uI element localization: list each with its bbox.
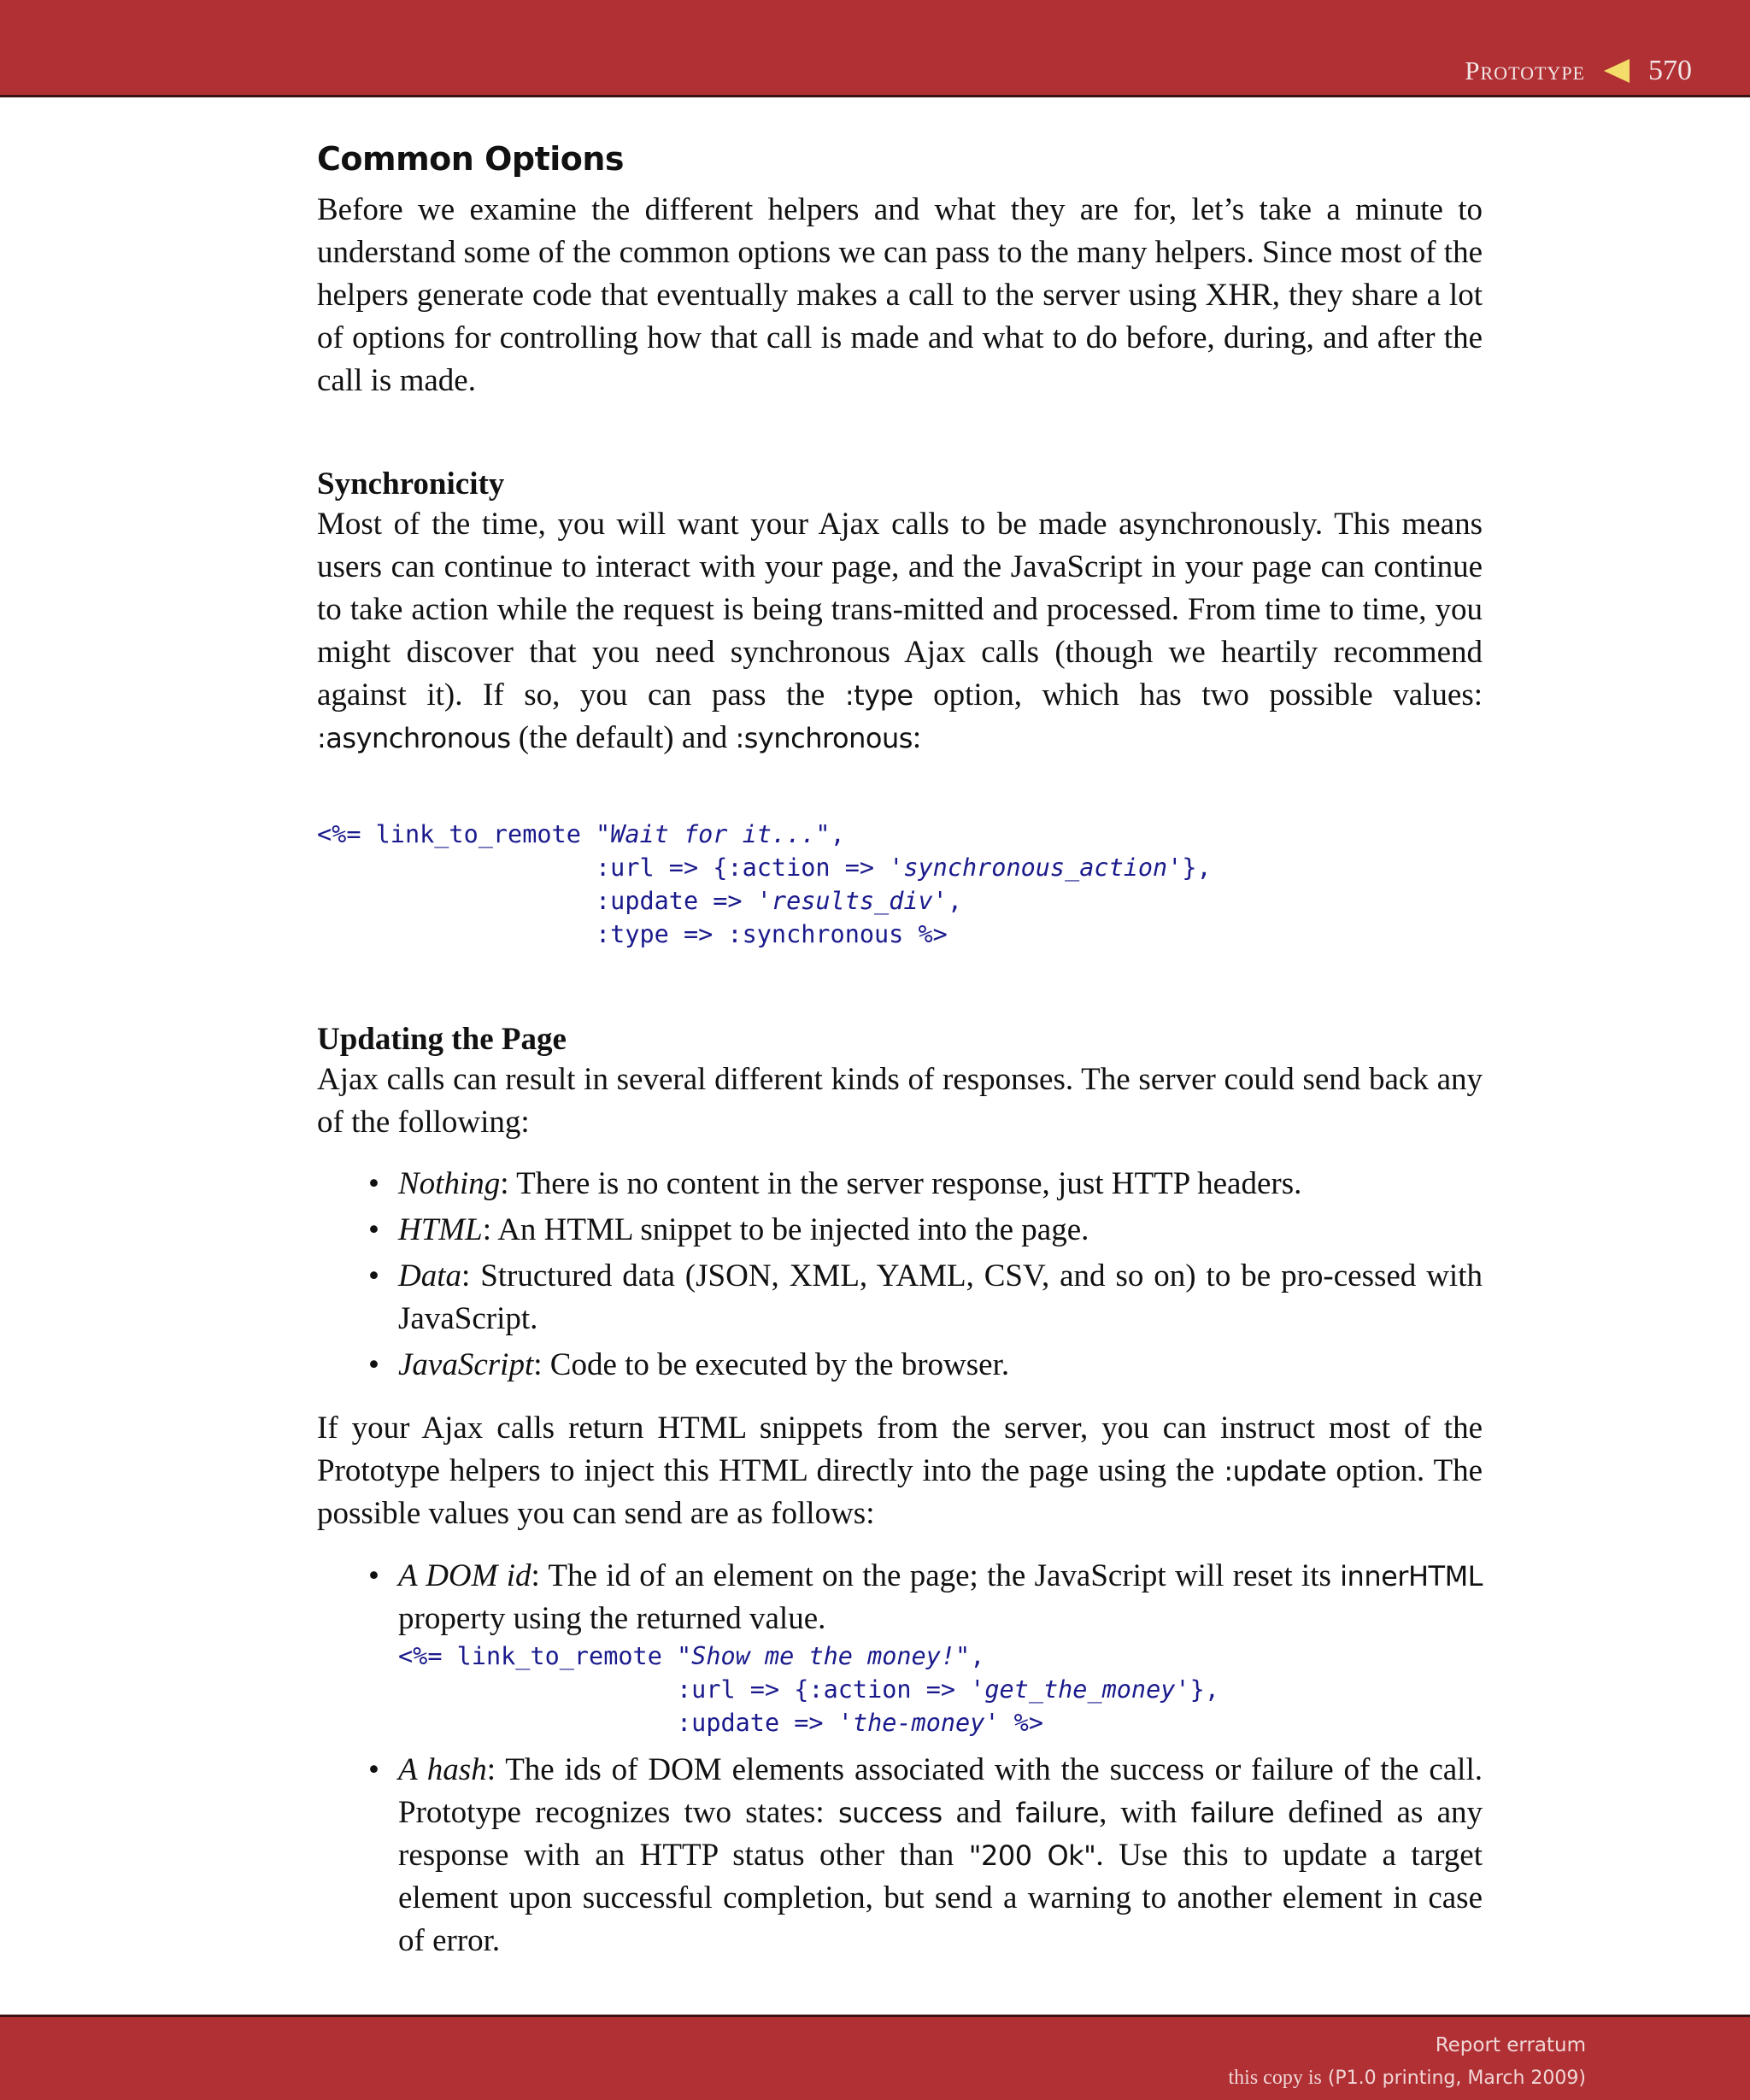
- previous-page-arrow-icon[interactable]: [1604, 59, 1630, 83]
- response-types-list: [317, 1163, 1483, 1387]
- section-name: Prototype: [1465, 56, 1585, 85]
- list-item: • A DOM id: The id of an element on the page; the JavaScript will reset its innerHTML property using the returned value.: [368, 1558, 1483, 1636]
- top-header-bar: [0, 0, 1750, 97]
- update-values-list: [317, 1555, 1483, 1640]
- list-item: • A hash: The ids of DOM elements associated with the success or failure of the call. Prototype recognizes two states: success and failure, with failure defined as any response with an HTTP status other than "200 Ok". Use this to update a target element upon successful completion, but send a warning to another element in case of error.: [368, 1752, 1483, 1958]
- list-item: • Nothing: There is no content in the server response, just HTTP headers.: [368, 1166, 1302, 1201]
- copy-info: this copy is (P1.0 printing, March 2009): [1228, 2067, 1586, 2089]
- asynchronous-value: :asynchronous: [317, 722, 511, 754]
- hash-value-list: [317, 1749, 1483, 1962]
- running-head: [1465, 50, 1692, 92]
- common-options-paragraph: Before we examine the different helpers and what they are for, let’s take a minute to understand some of the common options we can pass to the many helpers. Since most of the helpers generate code that eventually makes a call to the server using XHR, they share a lot of options for controlling how that call is made and what to do before, during, and after the call is made.: [317, 192, 1483, 398]
- common-options-heading: Common Options: [317, 140, 625, 178]
- update-option-paragraph: If your Ajax calls return HTML snippets from the server, you can instruct most of the Prototype helpers to inject this HTML directly into the page using the :update option. The possible values you can send are as follows:: [317, 1411, 1483, 1531]
- innerhtml-property: innerHTML: [1340, 1560, 1483, 1593]
- updating-page-heading: Updating the Page: [317, 1022, 567, 1057]
- report-erratum-link[interactable]: Report erratum: [1435, 2034, 1586, 2056]
- synchronicity-paragraph: Most of the time, you will want your Ajax calls to be made asynchronously. This means users can continue to interact with your page, and the JavaScript in your page can continue to take action while the request is being trans-mitted and processed. From time to time, you might discover that you need synchronous Ajax calls (though we heartily recommend against it). If so, you can pass the :type option, which has two possible values: :asynchronous (the default) and :synchronous:: [317, 507, 1483, 755]
- type-option: :type: [844, 679, 913, 712]
- update-option: :update: [1224, 1455, 1327, 1487]
- updating-intro-paragraph: Ajax calls can result in several different kinds of responses. The server could send back any of the following:: [317, 1062, 1483, 1140]
- footer-bar: [0, 2015, 1750, 2100]
- list-item: • HTML: An HTML snippet to be injected into the page.: [368, 1212, 1089, 1247]
- page-number: 570: [1648, 55, 1692, 86]
- money-code-sample: <%= link_to_remote "Show me the money!", :url => {:action => 'get_the_money'}, :update => 'the-money' %>: [398, 1642, 1219, 1737]
- synchronous-value: :synchronous: [735, 722, 913, 754]
- synchronicity-heading: Synchronicity: [317, 466, 505, 502]
- list-item: • JavaScript: Code to be executed by the browser.: [368, 1347, 1010, 1382]
- synchronous-code-sample: <%= link_to_remote "Wait for it...", :url => {:action => 'synchronous_action'}, :update => 'results_div', :type => :synchronous %>: [317, 820, 1212, 948]
- list-item: • Data: Structured data (JSON, XML, YAML, CSV, and so on) to be pro-cessed with JavaScript.: [368, 1258, 1483, 1336]
